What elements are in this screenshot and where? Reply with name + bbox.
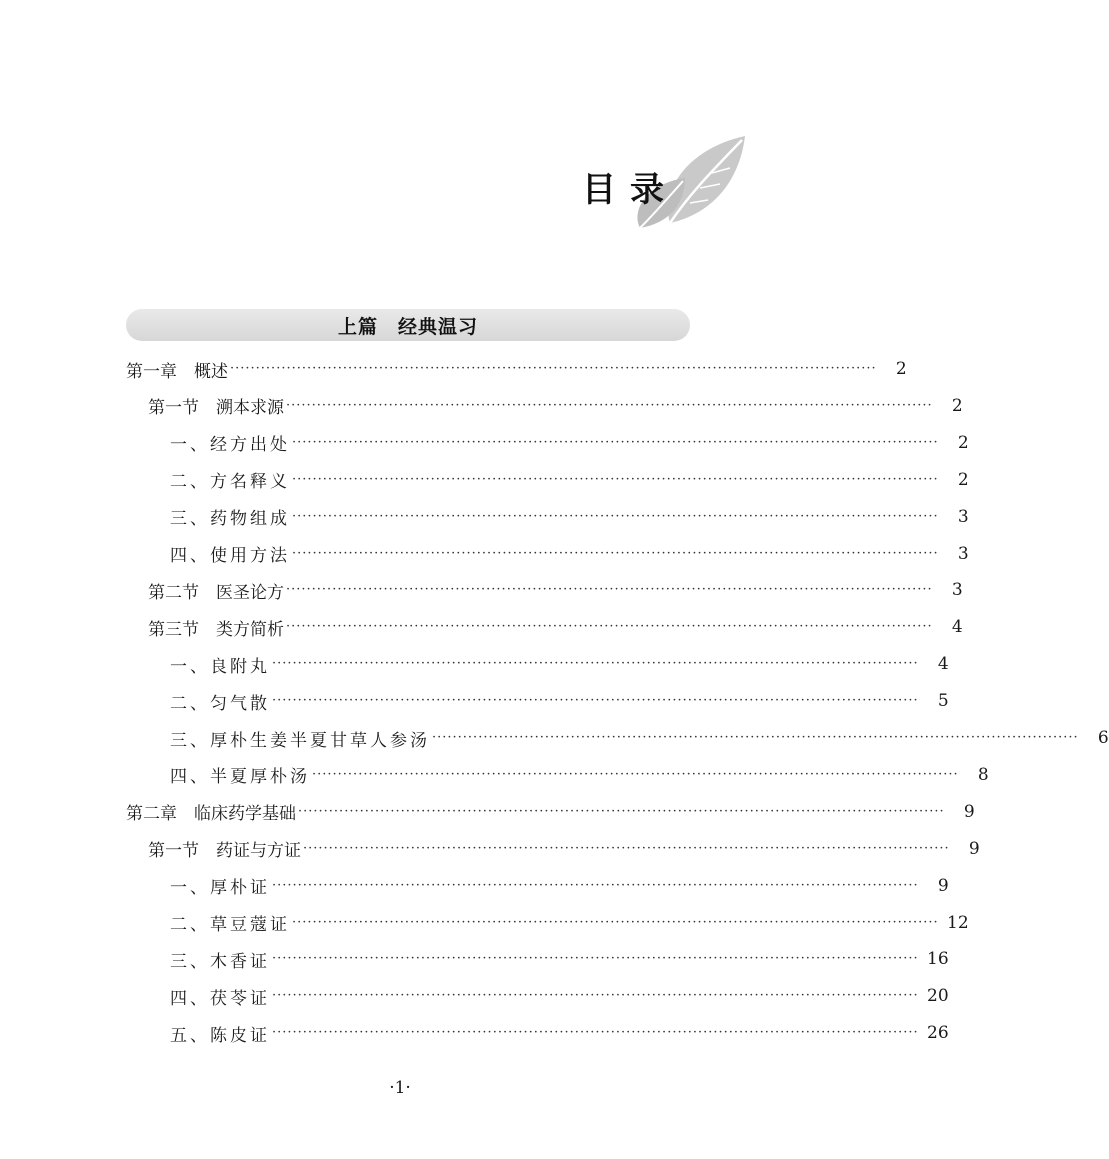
toc-entry-label: 三、木香证 [170, 951, 270, 972]
toc-entry-page: 2 [895, 359, 907, 379]
toc-entry[interactable] [148, 392, 963, 420]
toc-entry[interactable] [170, 687, 949, 715]
toc-entry[interactable] [170, 909, 969, 937]
toc-entry-page: 8 [977, 764, 989, 785]
toc-entry-label: 第一节 溯本求源 [148, 398, 284, 419]
toc-entry-label: 第二节 医圣论方 [148, 582, 284, 603]
title-area [560, 128, 760, 238]
toc-entry-label: 第一章 概述 [126, 361, 228, 382]
toc-entry-label: 二、匀气散 [170, 693, 270, 714]
toc-entry[interactable] [170, 650, 949, 678]
toc-entry-page: 2 [951, 395, 963, 416]
toc-leader-dots: ······························································································································ [292, 914, 939, 930]
toc-entry-page: 4 [937, 654, 949, 675]
toc-leader-dots: ······························································································································ [292, 471, 939, 487]
toc-entry[interactable] [148, 613, 963, 641]
toc-leader-dots: ······························································································································ [272, 693, 919, 709]
toc-entry[interactable] [170, 466, 969, 494]
toc-leader-dots: ······························································································································ [272, 988, 919, 1004]
toc-leader-dots: ······························································································································ [286, 582, 933, 598]
toc-leader-dots: ······························································································································ [298, 803, 945, 819]
toc-entry-label: 四、半夏厚朴汤 [170, 767, 310, 788]
toc-entry-page: 9 [937, 875, 949, 896]
toc-entry-label: 一、良附丸 [170, 656, 270, 677]
toc-entry[interactable] [170, 540, 969, 568]
toc-entry-label: 二、草豆蔻证 [170, 915, 290, 935]
toc-entry-label: 第一节 药证与方证 [148, 841, 301, 862]
toc-leader-dots: ······························································································································ [272, 1025, 919, 1041]
toc-entry-label: 二、方名释义 [170, 472, 290, 493]
toc-entry-label: 五、陈皮证 [170, 1025, 270, 1046]
toc-leader-dots: ······························································································································ [272, 951, 919, 967]
toc-leader-dots: ······························································································································ [286, 619, 933, 635]
toc-entry[interactable] [170, 429, 969, 457]
toc-entry[interactable] [170, 982, 949, 1010]
toc-entry-page: 3 [957, 506, 969, 527]
toc-entry-label: 第三节 类方简析 [148, 619, 284, 640]
toc-entry-page: 9 [968, 838, 980, 859]
toc-entry[interactable] [170, 724, 1109, 752]
toc-entry[interactable] [148, 576, 963, 604]
toc-entry-page: 26 [927, 1023, 949, 1044]
toc-entry[interactable] [170, 503, 969, 531]
toc-entry[interactable] [170, 872, 949, 900]
section-title: 上篇 经典温习 [337, 315, 478, 338]
toc-entry-label: 第二章 临床药学基础 [126, 804, 296, 825]
toc-leader-dots: ······························································································································ [272, 656, 919, 672]
toc-entry-label: 四、茯苓证 [170, 988, 270, 1009]
toc-entry-page: 3 [957, 543, 969, 564]
toc-leader-dots: ······························································································································ [303, 840, 950, 856]
toc-leader-dots: ······························································································································ [292, 434, 939, 450]
toc-entry-label: 一、经方出处 [170, 435, 290, 456]
toc-entry-page: 4 [951, 617, 963, 638]
toc-leader-dots: ······························································································································ [312, 766, 959, 782]
toc-entry[interactable] [170, 945, 949, 973]
toc-entry-page: 9 [963, 801, 975, 822]
toc-entry-page: 2 [957, 469, 969, 490]
toc-entry-label: 三、药物组成 [170, 509, 290, 530]
toc-entry-page: 6 [1097, 728, 1109, 748]
toc-entry-page: 16 [927, 949, 949, 970]
toc-leader-dots: ······························································································································ [432, 730, 1079, 745]
toc-entry[interactable] [126, 798, 975, 826]
toc-entry-page: 20 [927, 986, 949, 1007]
page-title: 目录 [582, 170, 678, 210]
toc-leader-dots: ······························································································································ [272, 877, 919, 893]
toc-leader-dots: ······························································································································ [292, 508, 939, 524]
toc-entry[interactable] [170, 761, 989, 789]
toc-entry-label: 四、使用方法 [170, 546, 290, 566]
toc-entry[interactable] [170, 1019, 949, 1047]
page-number: ·1· [389, 1078, 411, 1098]
toc-entry-page: 5 [937, 691, 949, 712]
toc-entry[interactable] [126, 355, 907, 383]
toc-entry-label: 三、厚朴生姜半夏甘草人参汤 [170, 730, 430, 751]
toc-entry-page: 12 [947, 912, 969, 933]
toc-entry[interactable] [148, 835, 980, 863]
toc-leader-dots: ······························································································································ [292, 545, 939, 561]
toc-leader-dots: ······························································································································ [286, 397, 933, 413]
toc-entry-label: 一、厚朴证 [170, 878, 270, 899]
toc-entry-page: 2 [957, 432, 969, 453]
section-banner [126, 309, 690, 341]
toc-entry-page: 3 [951, 580, 963, 601]
toc-leader-dots: ······························································································································ [230, 361, 877, 376]
